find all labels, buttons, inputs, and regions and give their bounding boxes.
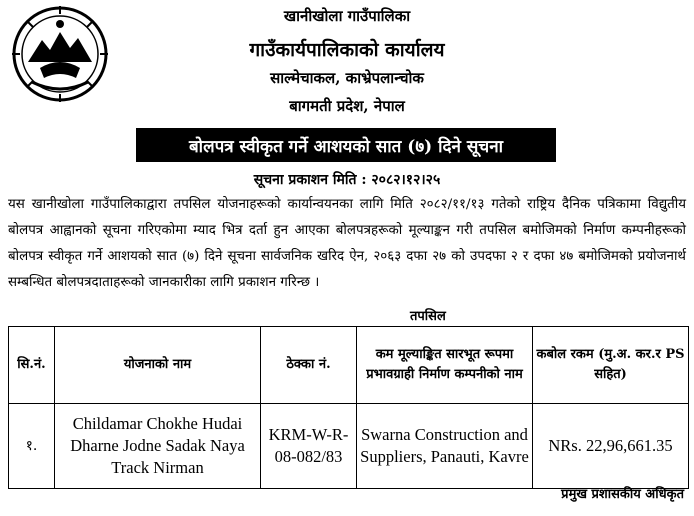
notice-body: यस खानीखोला गाउँपालिकाद्वारा तपसिल योजनाहरूको कार्यान्वयनका लागि मिति २०८२/११/१३ गतेको राष्ट्रिय दैनिक पत्रिकामा विद्युतीय बोलपत्र आह्वानको सूचना गरिएकोमा म्याद भित्र दर्ता हुन आएका बोलपत्रहरूको मूल्याङ्कन गरी तपसिल बमोजिमको निर्माण कम्पनीहरूको बोलपत्र स्वीकृत गर्ने आशयको सात (७) दिने सूचना सार्वजनिक खरिद ऐन, २०६३ दफा २७ को उपदफा २ र दफा ४७ बमोजिमको प्रयोजनार्थ सम्बन्धित बोलपत्रदाताहरूको जानकारीका लागि प्रकाशन गरिन्छ । — [8, 197, 686, 290]
publication-date: सूचना प्रकाशन मिति : २०८२।१२।२५ — [253, 172, 441, 188]
details-label: तपसिल — [410, 309, 446, 324]
table-header-row — [9, 327, 689, 404]
cell-project-name: Childamar Chokhe Hudai Dharne Jodne Sadak Naya Track Nirman — [55, 404, 261, 489]
province-country: बागमती प्रदेश, नेपाल — [289, 97, 405, 115]
header-company-name: कम मूल्याङ्कित सारभूत रूपमा प्रभावग्राही निर्माण कम्पनीको नाम — [357, 327, 533, 404]
cell-company-name: Swarna Construction and Suppliers, Panauti, Kavre — [357, 404, 533, 489]
cell-contract-number: KRM-W-R-08-082/83 — [261, 404, 357, 489]
municipality-name: खानीखोला गाउँपालिका — [283, 7, 411, 25]
header-contract-number: ठेक्का नं. — [261, 327, 357, 404]
cell-bid-amount: NRs. 22,96,661.35 — [533, 404, 689, 489]
table-row — [9, 404, 689, 489]
notice-title: बोलपत्र स्वीकृत गर्ने आशयको सात (७) दिने सूचना — [188, 136, 504, 157]
office-name: गाउँकार्यपालिकाको कार्यालय — [249, 39, 445, 61]
header-serial: सि.नं. — [9, 327, 55, 404]
header-project-name: योजनाको नाम — [55, 327, 261, 404]
notice-title-banner — [136, 128, 556, 162]
signatory-title: प्रमुख प्रशासकीय अधिकृत — [561, 487, 684, 502]
office-address: साल्मेचाकल, काभ्रेपलान्चोक — [270, 69, 424, 87]
contract-table — [8, 326, 689, 489]
header-bid-amount: कबोल रकम (मु.अ. कर.र PS सहित) — [533, 327, 689, 404]
cell-serial: १. — [9, 404, 55, 489]
